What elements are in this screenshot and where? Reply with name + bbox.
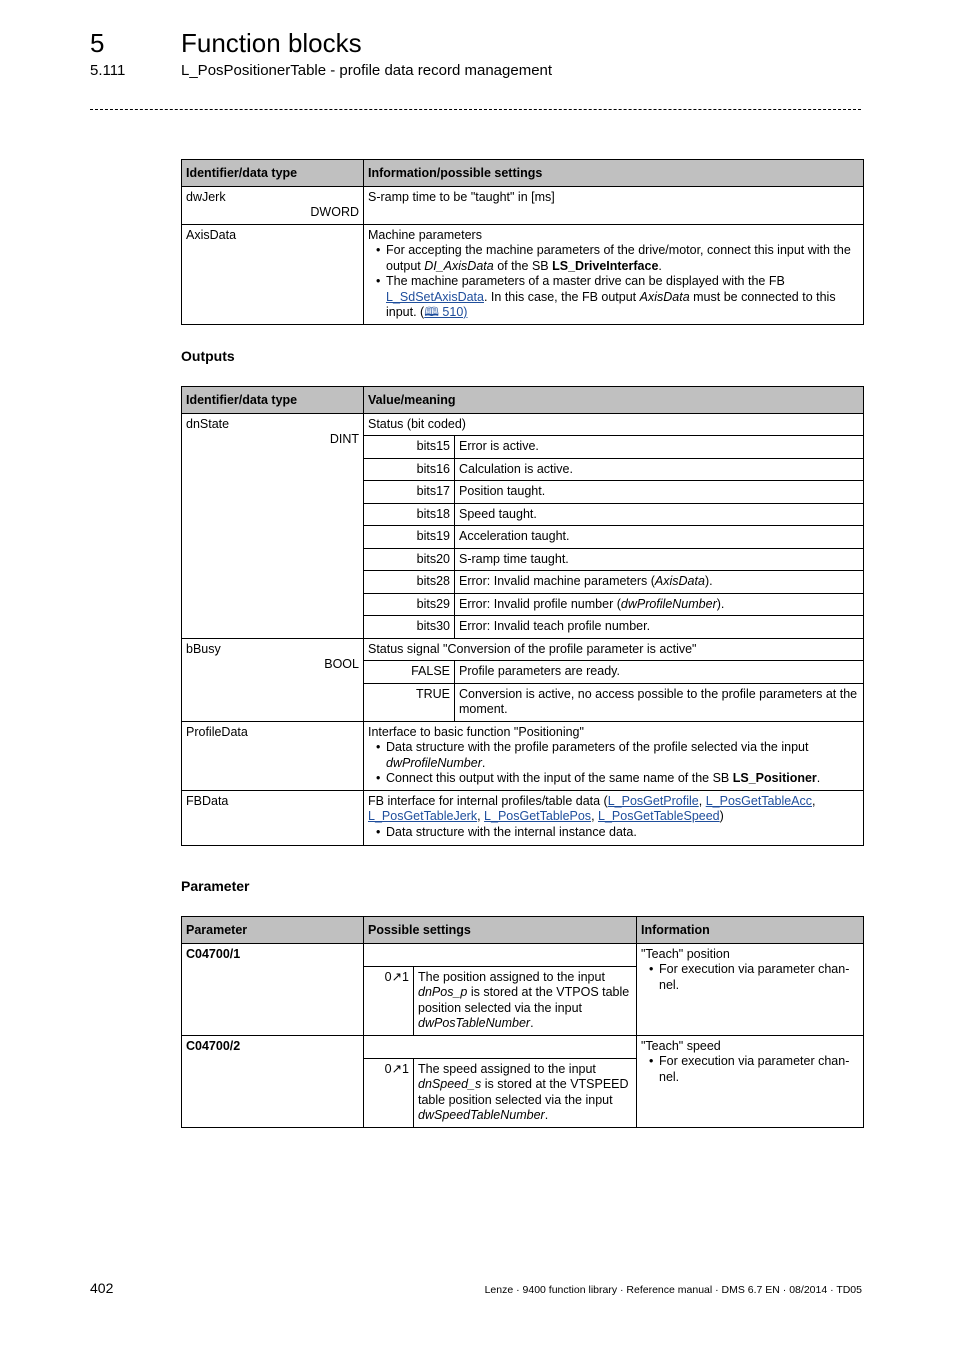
link-l-posgettablepos[interactable]: L_PosGetTablePos (484, 809, 592, 823)
information-cell (637, 1035, 864, 1127)
bullet-list (641, 1054, 859, 1085)
identifier: dnState (186, 416, 230, 431)
info-title: FB interface for internal profiles/table data (L_PosGetProfile, L_PosGetTableAcc, L_PosGetTableJerk, L_PosGetTablePos, L_PosGetTableSpeed) (368, 793, 816, 823)
settings-cell: The speed assigned to the input dnSpeed_s is stored at the VTSPEED table position selected via the input dwSpeedTableNumber. (414, 1058, 637, 1127)
info-title: Machine parameters (368, 227, 482, 242)
list-item: • The machine parameters of a master drive can be displayed with the FB L_SdSetAxisData. In this case, the FB output AxisData must be connected to this input. (🕮 510) (386, 274, 859, 321)
link-l-posgettablejerk[interactable]: L_PosGetTableJerk (368, 809, 478, 823)
footer-text: Lenze · 9400 function library · Reference manual · DMS 6.7 EN · 08/2014 · TD05 (484, 1284, 862, 1296)
table-row (182, 721, 864, 790)
desc-cell (364, 721, 864, 790)
meaning-cell: Acceleration taught. (455, 526, 864, 549)
outputs-table (181, 386, 864, 846)
identifier-cell (182, 413, 364, 638)
data-type: BOOL (324, 657, 359, 671)
information-cell (637, 943, 864, 1035)
identifier: AxisData (186, 227, 237, 242)
table-row (182, 413, 864, 436)
value-range: 0↗1 (364, 966, 414, 1035)
page-number: 402 (90, 1280, 114, 1296)
value-cell: bits16 (364, 458, 455, 481)
table-row (182, 790, 864, 845)
value-cell: bits19 (364, 526, 455, 549)
table-header-row (182, 917, 864, 944)
table-header-row (182, 387, 864, 414)
value-cell: bits29 (364, 593, 455, 616)
table-row (182, 943, 864, 966)
meaning-cell: Speed taught. (455, 503, 864, 526)
table-row (182, 1035, 864, 1058)
identifier-cell (182, 186, 364, 224)
value-cell: bits18 (364, 503, 455, 526)
bullet-list (368, 243, 859, 321)
list-item: • For execution via parameter chan-nel. (659, 1054, 859, 1085)
info-cell (364, 224, 864, 324)
link-l-posgetprofile[interactable]: L_PosGetProfile (607, 793, 699, 808)
page-reference-link[interactable]: 🕮 510) (424, 305, 468, 319)
meaning-cell: Calculation is active. (455, 458, 864, 481)
link-l-sdsetaxisdata[interactable]: L_SdSetAxisData (386, 289, 484, 304)
list-item: • Data structure with the profile parameters of the profile selected via the input dwProfileNumber. (386, 740, 859, 771)
meaning-cell: Error: Invalid teach profile number. (455, 616, 864, 639)
identifier: bBusy (186, 641, 221, 656)
link-l-posgettableacc[interactable]: L_PosGetTableAcc (705, 793, 813, 808)
meaning-cell: S-ramp time taught. (455, 548, 864, 571)
identifier-cell (182, 224, 364, 324)
identifier-cell (182, 790, 364, 845)
settings-cell (364, 1035, 637, 1058)
table-row (182, 186, 864, 224)
value-cell: FALSE (364, 661, 455, 684)
bullet-list (641, 962, 859, 993)
outputs-heading: Outputs (181, 348, 235, 364)
identifier: FBData (186, 793, 229, 808)
header-rule (90, 109, 861, 110)
table-row (182, 224, 864, 324)
col-header: Identifier/data type (182, 160, 364, 187)
meaning-cell: Conversion is active, no access possible to the profile parameters at the moment. (455, 683, 864, 721)
col-header: Information (637, 917, 864, 944)
identifier-cell (182, 638, 364, 721)
data-type: DINT (329, 432, 359, 446)
desc-cell: Status signal "Conversion of the profile parameter is active" (364, 638, 864, 661)
parameter-code: C04700/1 (182, 943, 364, 1035)
meaning-cell: Error: Invalid profile number (dwProfileNumber). (455, 593, 864, 616)
identifier: ProfileData (186, 724, 248, 739)
chapter-number: 5 (90, 28, 105, 58)
settings-cell: The position assigned to the input dnPos_p is stored at the VTPOS table position selected via the input dwPosTableNumber. (414, 966, 637, 1035)
data-type: DWORD (310, 205, 359, 219)
col-header: Information/possible settings (364, 160, 864, 187)
bullet-list (368, 825, 859, 841)
info-title: "Teach" position (641, 946, 730, 961)
identifier-cell (182, 721, 364, 790)
value-range: 0↗1 (364, 1058, 414, 1127)
list-item: • For accepting the machine parameters of the drive/motor, connect this input with the output DI_AxisData of the SB LS_DriveInterface. (386, 243, 859, 274)
settings-cell (364, 943, 637, 966)
table-header-row (182, 160, 864, 187)
info-cell: S-ramp time to be "taught" in [ms] (364, 186, 864, 224)
value-cell: bits30 (364, 616, 455, 639)
desc-cell: Status (bit coded) (364, 413, 864, 436)
section-title: L_PosPositionerTable - profile data record management (181, 62, 553, 79)
col-header: Value/meaning (364, 387, 864, 414)
inputs-table (181, 159, 864, 325)
list-item: • For execution via parameter chan-nel. (659, 962, 859, 993)
desc-cell (364, 790, 864, 845)
info-title: "Teach" speed (641, 1038, 721, 1053)
list-item: • Data structure with the internal instance data. (386, 825, 859, 841)
value-cell: bits15 (364, 436, 455, 459)
meaning-cell: Profile parameters are ready. (455, 661, 864, 684)
list-item: • Connect this output with the input of the same name of the SB LS_Positioner. (386, 771, 859, 787)
info-title: Interface to basic function "Positioning" (368, 724, 584, 739)
col-header: Possible settings (364, 917, 637, 944)
bullet-list (368, 740, 859, 787)
value-cell: bits28 (364, 571, 455, 594)
value-cell: bits20 (364, 548, 455, 571)
table-row (182, 638, 864, 661)
parameter-heading: Parameter (181, 878, 250, 894)
value-cell: TRUE (364, 683, 455, 721)
meaning-cell: Error is active. (455, 436, 864, 459)
parameter-code: C04700/2 (182, 1035, 364, 1127)
col-header: Identifier/data type (182, 387, 364, 414)
section-number: 5.111 (90, 62, 126, 79)
link-l-posgettablespeed[interactable]: L_PosGetTableSpeed (598, 809, 720, 823)
meaning-cell: Error: Invalid machine parameters (AxisData). (455, 571, 864, 594)
col-header: Parameter (182, 917, 364, 944)
value-cell: bits17 (364, 481, 455, 504)
chapter-title: Function blocks (181, 28, 362, 58)
parameter-table (181, 916, 864, 1128)
meaning-cell: Position taught. (455, 481, 864, 504)
identifier: dwJerk (186, 189, 226, 204)
